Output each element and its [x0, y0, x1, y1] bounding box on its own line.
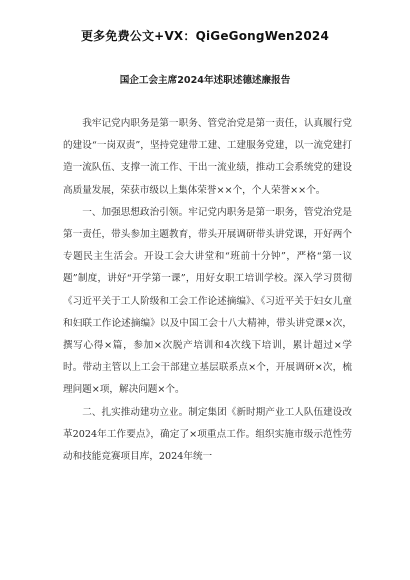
document-body — [63, 113, 352, 468]
paragraph-intro: 我牢记党内职务是第一职务、管党治党是第一责任，认真履行党的建设“一岗双责”，坚持党建带工建、工建服务党建，以一流党建打造一流队伍、支撑一流工作、干出一流业绩，推动工会系统党的建设高质量发展，荣获市级以上集体荣誉××个，个人荣誉××个。 — [63, 118, 352, 196]
document-title: 国企工会主席2024年述职述德述廉报告 — [119, 75, 291, 86]
paragraph-section-2: 二、扎实推动建功立业。制定集团《新时期产业工人队伍建设改革2024年工作要点》，确定了×项重点工作。组织实施市级示范性劳动和技能竞赛项目库，2024年统一 — [63, 406, 352, 463]
paragraph-section-1: 一、加强思想政治引领。牢记党内职务是第一职务，管党治党是第一责任，带头参加主题教育，带头开展调研带头讲党课，开好两个专题民主生活会。开设工会大讲堂和“班前十分钟”，严格“第一议题”制度，讲好“开学第一课”，用好女职工培训学校。深入学习贯彻《习近平关于工人阶级和工会工作论述摘编》、《习近平关于妇女儿童和妇联工作论述摘编》以及中国工会十八大精神，带头讲党课×次，撰写心得×篇，参加×次脱产培训和4次线下培训，累计超过×学时。带动主管以上工会干部建立基层联系点×个，开展调研×次，梳理问题×项，解决问题×个。 — [63, 206, 352, 396]
promo-banner: 更多免费公文+VX：QiGeGongWen2024 — [80, 29, 329, 43]
